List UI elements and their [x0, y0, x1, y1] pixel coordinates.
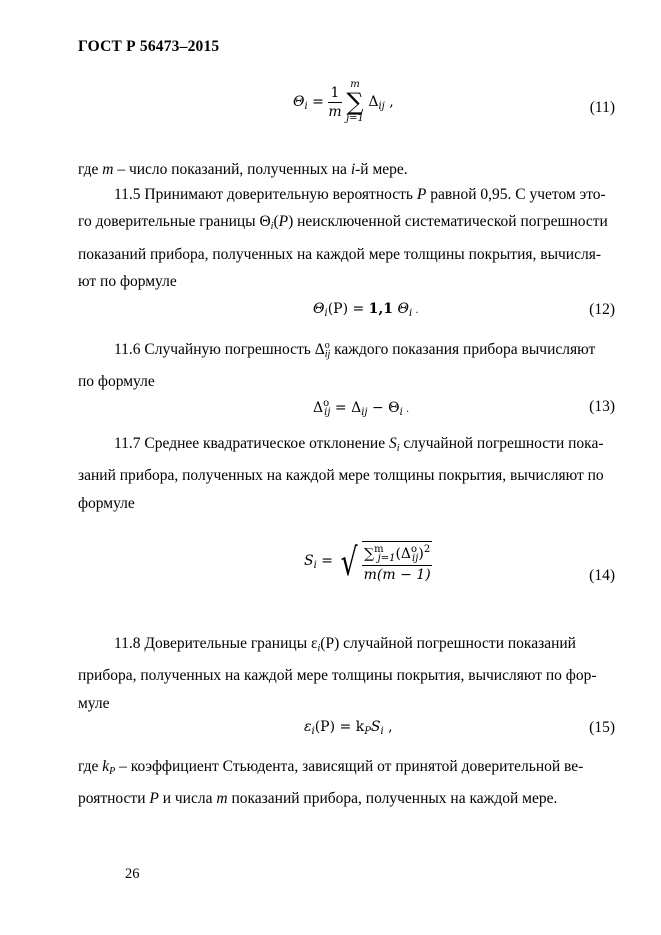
equation-13 — [313, 398, 409, 418]
paragraph-11-7 — [78, 430, 615, 517]
p116-line-2: по формуле — [78, 373, 155, 391]
p116-sup: o — [324, 340, 330, 351]
eq11-lhs-sub: i — [304, 101, 308, 112]
paragraph-11-6 — [78, 332, 615, 396]
p115-text-3: го доверительные границы Θ — [78, 213, 271, 231]
eq13-eq: = Δ — [330, 400, 362, 416]
p118-line-2: прибора, полученных на каждой мере толщины покрытия, вычисляют по фор- — [78, 667, 597, 685]
p116-text-2: каждого показания прибора вычисляют — [330, 341, 596, 358]
p117-line-2: заний прибора, полученных на каждой мере толщины покрытия, вычисляют по — [78, 467, 604, 485]
eq14-fraction — [362, 541, 432, 583]
eq13-sub-3: i — [399, 407, 403, 418]
p115-text-1: 11.5 Принимают доверительную вероятность — [114, 186, 417, 203]
var-m: m — [102, 161, 114, 178]
eq14-lhs: S — [304, 553, 314, 569]
eq15-mid: (P) = k — [314, 719, 365, 735]
eq14-sum-sup: m — [374, 544, 384, 555]
eq15-sub: i — [311, 726, 315, 737]
p118-sub: i — [317, 643, 321, 654]
eq11-den: m — [328, 103, 342, 120]
eq14-sub2: ij — [412, 553, 419, 564]
eq11-lhs: Θ — [293, 94, 305, 110]
equation-12 — [313, 301, 419, 319]
eq14-lhs-wrap — [304, 553, 333, 571]
p115-line-3: показаний прибора, полученных на каждой мере толщины покрытия, вычисля- — [78, 245, 601, 263]
where2-text-3: и числа — [158, 790, 217, 808]
p117-text-2: случайной погрешности пока- — [399, 435, 604, 452]
eq13-sub-2: ij — [361, 407, 368, 418]
eq13-sup: o — [323, 398, 330, 409]
eq11-sum-bottom: j=1 — [346, 113, 364, 124]
where2-text-1: – коэффициент Стьюдента, зависящий от принятой доверительной ве- — [115, 758, 584, 775]
eq14-sum-sub: j=1 — [377, 553, 396, 564]
p117-line-3: формуле — [78, 494, 135, 512]
where-m-line — [78, 156, 615, 183]
equation-number-11: (11) — [589, 99, 615, 116]
equation-number-12: (12) — [589, 301, 615, 318]
p117-text-1: 11.7 Среднее квадратическое отклонение — [114, 435, 389, 452]
eq12-theta: Θ — [313, 301, 325, 317]
p115-line-4: ют по формуле — [78, 272, 177, 290]
eq15-tail: , — [383, 719, 393, 735]
p118-text-1: 11.8 Доверительные границы ε — [114, 635, 318, 652]
eq14-den: m(m − 1) — [363, 567, 431, 583]
eq11-eq: = — [307, 94, 329, 110]
eq13-tail: . — [402, 404, 410, 415]
where-label: где — [78, 161, 103, 178]
p116-sub: ij — [324, 349, 331, 360]
where2-label: где — [78, 758, 103, 775]
eq11-sum — [346, 80, 364, 124]
eq15-sub-3: i — [380, 726, 384, 737]
where2-text-4: показаний прибора, полученных на каждой мере. — [227, 790, 558, 808]
eq14-sqrt-sign: √ — [341, 540, 359, 584]
p115-paren: ( — [273, 213, 279, 231]
eq14-num — [362, 544, 432, 566]
eq13-delta: Δ — [313, 400, 324, 416]
var-P-3: P — [149, 790, 159, 808]
eq14-sup2: o — [411, 544, 418, 555]
eq11-num: 1 — [328, 85, 341, 103]
eq12-sub-2: i — [408, 308, 413, 319]
equation-11 — [293, 80, 394, 124]
where2-text-2: роятности — [78, 790, 150, 808]
var-m-2: m — [216, 790, 228, 808]
p115-text-2: равной 0,95. С учетом это- — [426, 186, 606, 203]
p118-text-2: (P) случайной погрешности показаний — [320, 635, 576, 652]
p117-sub: i — [396, 443, 400, 454]
where-kp-paragraph — [78, 753, 615, 813]
eq12-theta-2: Θ — [393, 301, 409, 317]
var-k: k — [102, 758, 110, 775]
eq14-body: (Δ — [395, 546, 412, 562]
where-text: – число показаний, полученных на — [113, 161, 351, 178]
eq14-eq: = — [316, 553, 333, 569]
paragraph-11-8 — [78, 630, 615, 717]
equation-number-14: (14) — [589, 567, 615, 584]
eq13-sub: ij — [324, 407, 331, 418]
p115-text-4: ) неисключенной систематической погрешности — [288, 213, 608, 231]
equation-15 — [304, 719, 393, 737]
var-k-sub: P — [109, 766, 116, 777]
eq12-tail: . — [412, 305, 419, 316]
equation-number-13: (13) — [589, 398, 615, 415]
paragraph-11-5 — [78, 181, 615, 295]
eq11-sum-sign: ∑ — [346, 88, 364, 116]
p115-sub-i: i — [270, 221, 274, 233]
p116-text-1: 11.6 Случайную погрешность Δ — [114, 341, 325, 358]
eq13-minus: − Θ — [367, 400, 400, 416]
page-number: 26 — [125, 866, 140, 882]
eq14-pow: 2 — [423, 544, 431, 555]
eq12-coef: 1,1 — [368, 301, 394, 317]
eq14-lhs-sub: i — [313, 560, 317, 571]
eq11-fraction — [328, 85, 341, 120]
document-header: ГОСТ Р 56473–2015 — [78, 38, 220, 55]
eq12-sub: i — [324, 308, 328, 319]
p118-line-3: муле — [78, 694, 110, 712]
eq14-close: ) — [418, 546, 424, 562]
eq11-sum-top: m — [350, 79, 360, 90]
eq15-eps: ε — [304, 719, 312, 735]
where-text-end: -й мере. — [355, 161, 408, 178]
eq15-S: S — [370, 719, 381, 735]
eq12-mid: (P) = — [327, 301, 369, 317]
equation-number-15: (15) — [589, 719, 615, 736]
eq11-delta-sub: ij — [378, 101, 385, 112]
var-P: P — [416, 186, 427, 203]
var-P-2: P — [278, 213, 289, 231]
eq11-delta: Δ — [368, 94, 379, 110]
var-i: i — [350, 161, 356, 178]
equation-14 — [304, 541, 432, 583]
eq11-tail: , — [384, 94, 394, 110]
eq15-sub-2: P — [364, 726, 371, 737]
var-S: S — [388, 435, 397, 452]
eq14-sum: ∑ — [364, 546, 375, 562]
